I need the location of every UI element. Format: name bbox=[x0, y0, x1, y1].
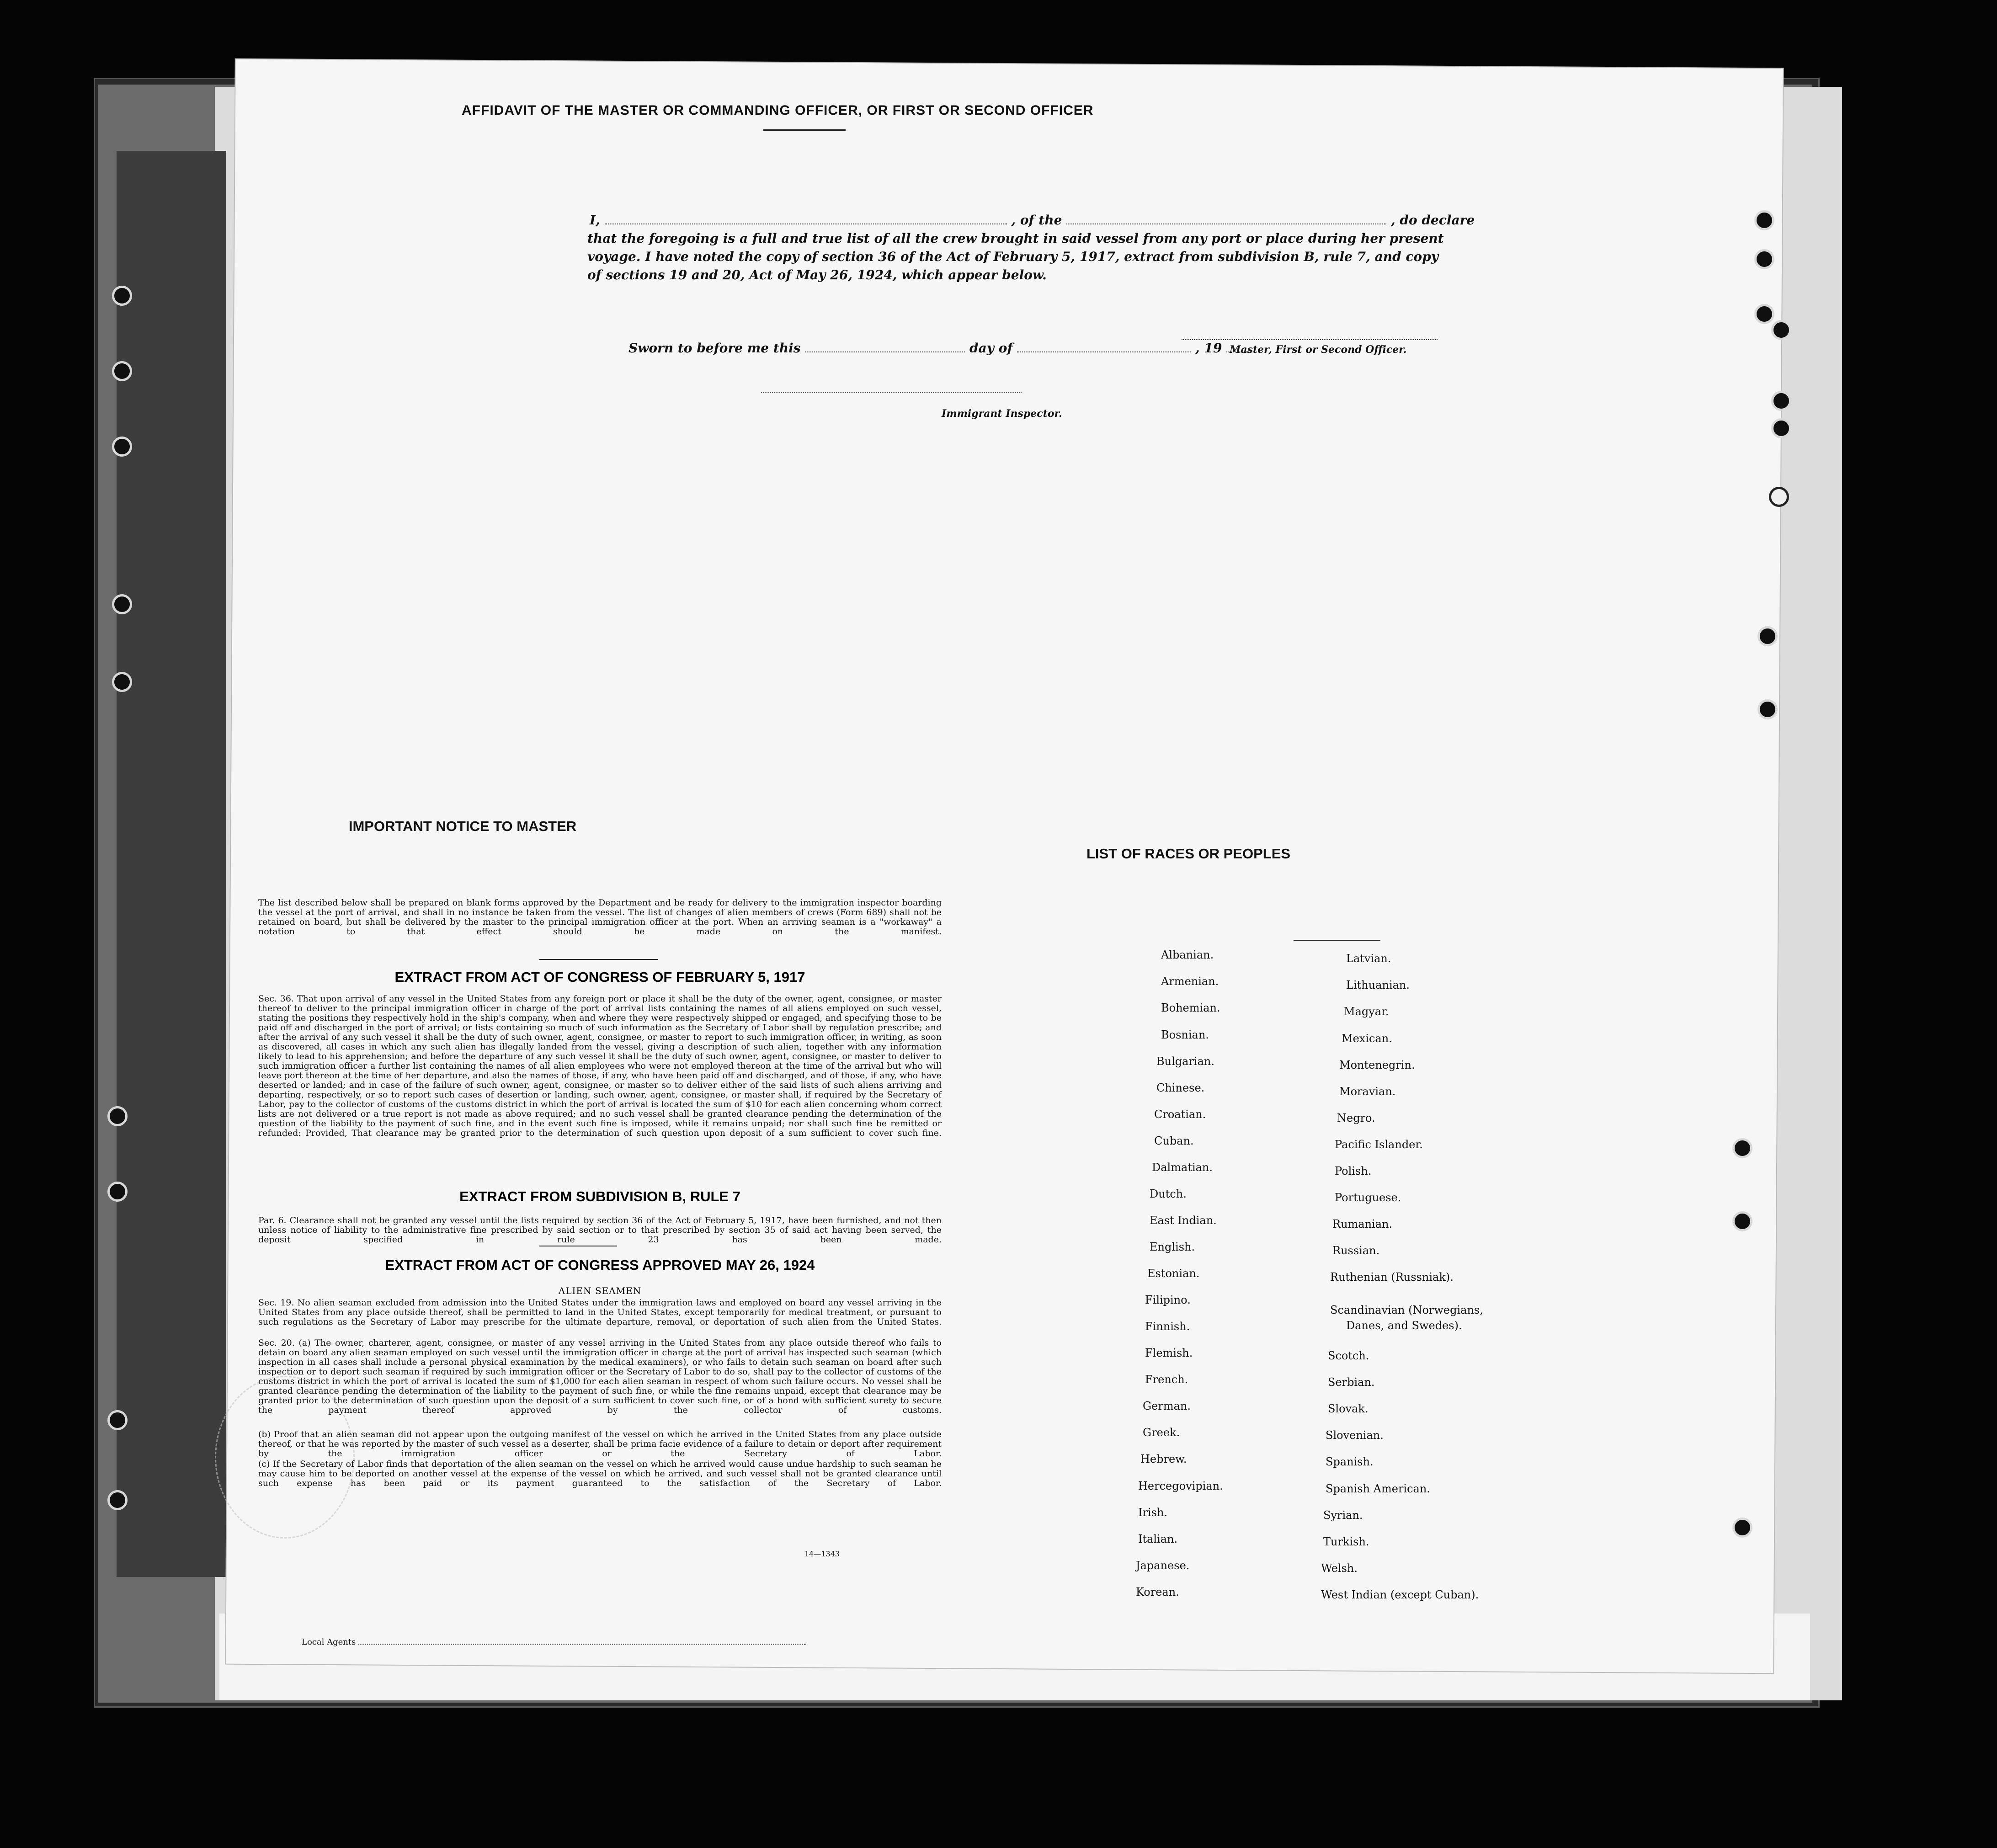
race-item: Bohemian. bbox=[1161, 1001, 1220, 1014]
master-signature-field[interactable] bbox=[1182, 338, 1438, 340]
punch-hole bbox=[107, 1106, 128, 1126]
race-item: Chinese. bbox=[1156, 1081, 1205, 1094]
race-item: Turkish. bbox=[1323, 1535, 1369, 1548]
affidavit-line-1 bbox=[590, 213, 1475, 228]
race-item: Welsh. bbox=[1321, 1562, 1358, 1575]
race-item: Pacific Islander. bbox=[1335, 1138, 1423, 1151]
race-item: Syrian. bbox=[1323, 1509, 1363, 1522]
race-item: Polish. bbox=[1335, 1165, 1372, 1177]
punch-hole bbox=[1771, 320, 1791, 340]
punch-hole bbox=[107, 1490, 128, 1510]
affidavit-do-declare-label: , do declare bbox=[1390, 213, 1475, 228]
race-item: Ruthenian (Russniak). bbox=[1330, 1271, 1454, 1283]
race-item: Italian. bbox=[1138, 1533, 1178, 1545]
master-signature-label: Master, First or Second Officer. bbox=[1230, 344, 1407, 356]
local-agents-label bbox=[302, 1637, 806, 1647]
race-item: Negro. bbox=[1337, 1112, 1375, 1124]
punch-hole bbox=[112, 672, 132, 692]
notice-text: The list described below shall be prepared on blank forms approved by the Department and be ready for delivery to the immigration inspector boarding the vessel at the port of arrival, and shall in no instance be taken from the vessel. The list of changes of alien members of crews (Form 689) shall not be retained on board, but shall be delivered by the master to the principal immigration officer at the port. When an arriving seaman is a "workaway" a notation to that effect should be made on the manifest. bbox=[258, 898, 942, 937]
race-item: Scandinavian (Norwegians, bbox=[1330, 1304, 1483, 1316]
vessel-name-field[interactable] bbox=[1066, 213, 1386, 224]
title-rule bbox=[763, 129, 846, 131]
race-item: Bulgarian. bbox=[1156, 1055, 1214, 1068]
sworn-day-of-label: day of bbox=[969, 341, 1013, 356]
punch-hole bbox=[107, 1410, 128, 1430]
sworn-year-label: , 19 bbox=[1195, 341, 1222, 356]
race-item: Magyar. bbox=[1344, 1005, 1389, 1018]
extract-1917-text: Sec. 36. That upon arrival of any vessel in the United States from any foreign port or place it shall be the duty of the owner, agent, consignee, or master thereof to deliver to the principal immigration officer in charge of the port of arrival lists containing the names of all aliens employed on such vessel, stating the positions they respectively hold in the ship's company, when and where they were respectively shipped or engaged, and specifying those to be paid off and discharged in the port of arrival; or lists containing so much of such information as the Secretary of Labor shall by regulation prescribe; and after the arrival of any such vessel it shall be the duty of such owner, agent, consignee, or master to report to such immigration officer, in writing, as soon as discovered, all cases in which any such alien has illegally landed from the vessel, giving a description of such alien, together with any information likely to lead to his apprehension; and before the departure of any such vessel it shall be the duty of such owner, agent, consignee, or master to deliver to such immigration officer a further list containing the names of all alien employees who were not employed thereon at the time of the arrival but who will leave port thereon at the time of her departure, and also the names of those, if any, who have been paid off and discharged, and of those, if any, who have deserted or landed; and in case of the failure of such owner, agent, consignee, or master so to deliver either of the said lists of such aliens arriving and departing, respectively, or so to report such cases of desertion or landing, such owner, agent, consignee, or master shall, if required by the Secretary of Labor, pay to the collector of customs of the customs district in which the port of arrival is located the sum of $10 for each alien concerning whom correct lists are not delivered or a true report is not made as above required; and no such vessel shall be granted clearance pending the determination of the question of the liability to the payment of such fine, and in the event such fine is imposed, while it remains unpaid; nor shall such fine be remitted or refunded: Provided, That clearance may be granted prior to the determination of such question upon deposit of a sum sufficient to cover such fine. bbox=[258, 994, 942, 1138]
punch-hole bbox=[112, 437, 132, 457]
punch-hole bbox=[112, 594, 132, 614]
local-agents-text: Local Agents bbox=[302, 1637, 356, 1647]
race-item: German. bbox=[1143, 1400, 1191, 1412]
punch-hole bbox=[1771, 418, 1791, 438]
sworn-day-field[interactable] bbox=[805, 341, 965, 352]
race-item: Rumanian. bbox=[1332, 1218, 1393, 1230]
race-item: East Indian. bbox=[1150, 1214, 1217, 1227]
race-item: West Indian (except Cuban). bbox=[1321, 1588, 1479, 1601]
affidavit-line-2: that the foregoing is a full and true list of all the crew brought in said vessel from any port or place during her present bbox=[587, 231, 1444, 246]
punch-hole bbox=[1732, 1138, 1752, 1158]
affidavit-line-4: of sections 19 and 20, Act of May 26, 1924, which appear below. bbox=[587, 267, 1047, 282]
race-item: Moravian. bbox=[1339, 1085, 1396, 1098]
punch-hole bbox=[107, 1182, 128, 1202]
sec20b-text: (b) Proof that an alien seaman did not appear upon the outgoing manifest of the vessel on which he arrived in the United States from any place outside thereof, or that he was reported by the master of such vessel as a deserter, shall be prima facie evidence of a failure to detain or deport after requirement by the immigration officer or the Secretary of Labor. bbox=[258, 1429, 942, 1459]
extract-1917-title: EXTRACT FROM ACT OF CONGRESS OF FEBRUARY 5, 1917 bbox=[394, 969, 805, 985]
inspector-label: Immigrant Inspector. bbox=[942, 408, 1062, 420]
punch-hole bbox=[1769, 487, 1789, 507]
affidavit-of-the-label: , of the bbox=[1011, 213, 1062, 228]
race-item: Spanish American. bbox=[1326, 1482, 1430, 1495]
extract-1924-title: EXTRACT FROM ACT OF CONGRESS APPROVED MAY 26, 1924 bbox=[385, 1257, 815, 1273]
officer-name-field[interactable] bbox=[605, 213, 1007, 224]
race-item: Croatian. bbox=[1154, 1108, 1206, 1121]
race-item: Albanian. bbox=[1161, 948, 1214, 961]
race-item: Hercegovipian. bbox=[1138, 1480, 1223, 1492]
notice-title: IMPORTANT NOTICE TO MASTER bbox=[348, 818, 577, 834]
race-item: Dalmatian. bbox=[1152, 1161, 1213, 1174]
punch-hole bbox=[1757, 699, 1778, 719]
punch-hole bbox=[112, 361, 132, 381]
race-item: Montenegrin. bbox=[1339, 1059, 1415, 1071]
punch-hole bbox=[1732, 1211, 1752, 1231]
race-item: Greek. bbox=[1143, 1426, 1180, 1439]
punch-hole bbox=[1757, 626, 1778, 646]
sworn-prefix: Sworn to before me this bbox=[628, 341, 801, 356]
inspector-signature-field[interactable] bbox=[761, 391, 1022, 393]
race-item: Japanese. bbox=[1136, 1559, 1190, 1572]
sec20a-text: Sec. 20. (a) The owner, charterer, agent, consignee, or master of any vessel arriving in the United States from any place outside thereof who fails to detain on board any alien seaman employed on such vessel until the immigration officer in charge at the port of arrival has inspected such seaman (which inspection in all cases shall include a personal physical examination by the medical examiners), or who fails to detain such seaman on board after such inspection or to deport such seaman if required by such immigration officer or the Secretary of Labor to do so, shall pay to the collector of customs of the customs district in which the port of arrival is located the sum of $1,000 for each alien seaman in respect of whom such failure occurs. No vessel shall be granted clearance pending the determination of the liability to the payment of such fine, or while the fine remains unpaid, except that clearance may be granted prior to the determination of such question upon the deposit of a sum sufficient to cover such fine, or of a bond with sufficient surety to secure the payment thereof approved by the collector of customs. bbox=[258, 1338, 942, 1415]
punch-hole bbox=[1754, 210, 1774, 230]
race-item: Cuban. bbox=[1154, 1134, 1194, 1147]
affidavit-i-label: I, bbox=[590, 213, 600, 228]
sheet-edge-shadow bbox=[117, 151, 226, 1577]
races-rule bbox=[1294, 940, 1380, 941]
punch-hole bbox=[1732, 1518, 1752, 1538]
races-title: LIST OF RACES OR PEOPLES bbox=[1086, 846, 1291, 862]
race-item: Estonian. bbox=[1147, 1267, 1200, 1280]
race-item: Russian. bbox=[1332, 1244, 1380, 1257]
punch-hole bbox=[1771, 391, 1791, 411]
form-number: 14—1343 bbox=[804, 1550, 840, 1558]
race-item: Serbian. bbox=[1328, 1376, 1375, 1389]
sec20c-text: (c) If the Secretary of Labor finds that deportation of the alien seaman on the vessel on which he arrived would cause undue hardship to such seaman he may cause him to be deported on another vessel at the expense of the vessel on which he arrived, and such vessel shall not be granted clearance until such expense has been paid or its payment guaranteed to the satisfaction of the Secretary of Labor. bbox=[258, 1459, 942, 1488]
local-agents-field[interactable] bbox=[358, 1637, 806, 1645]
affidavit-line-3: voyage. I have noted the copy of section 36 of the Act of February 5, 1917, extract from subdivision B, rule 7, and copy bbox=[587, 249, 1439, 264]
race-item: Scotch. bbox=[1328, 1349, 1369, 1362]
sworn-line bbox=[628, 341, 1254, 356]
race-item: Flemish. bbox=[1145, 1347, 1193, 1359]
punch-hole bbox=[112, 286, 132, 306]
race-item: Dutch. bbox=[1150, 1188, 1187, 1200]
race-item: Bosnian. bbox=[1161, 1028, 1209, 1041]
race-item: Finnish. bbox=[1145, 1320, 1190, 1333]
punch-hole bbox=[1754, 304, 1774, 324]
race-item: Latvian. bbox=[1346, 952, 1391, 965]
sec19-text: Sec. 19. No alien seaman excluded from admission into the United States under the immigration laws and employed on board any vessel arriving in the United States from any place outside thereof, shall be permitted to land in the United States, except temporarily for medical treatment, or pursuant to such regulations as the Secretary of Labor may prescribe for the ultimate departure, removal, or deportation of such alien from the United States. bbox=[258, 1298, 942, 1327]
race-item: Slovenian. bbox=[1326, 1429, 1384, 1442]
race-item: Slovak. bbox=[1328, 1402, 1369, 1415]
punch-hole bbox=[1754, 249, 1774, 269]
section-rule bbox=[539, 959, 658, 960]
race-item: French. bbox=[1145, 1373, 1188, 1386]
sworn-year-field[interactable] bbox=[1226, 341, 1254, 352]
race-item: Lithuanian. bbox=[1346, 979, 1410, 991]
sworn-month-field[interactable] bbox=[1017, 341, 1191, 352]
affidavit-title: AFFIDAVIT OF THE MASTER OR COMMANDING OFFICER, OR FIRST OR SECOND OFFICER bbox=[462, 103, 1094, 118]
race-item: Filipino. bbox=[1145, 1294, 1191, 1306]
race-item: Mexican. bbox=[1342, 1032, 1392, 1045]
race-item: English. bbox=[1150, 1241, 1195, 1253]
race-item: Hebrew. bbox=[1140, 1453, 1187, 1465]
race-item: Korean. bbox=[1136, 1586, 1179, 1598]
extract-rule7-title: EXTRACT FROM SUBDIVISION B, RULE 7 bbox=[459, 1188, 740, 1204]
race-item: Spanish. bbox=[1326, 1455, 1374, 1468]
race-item: Armenian. bbox=[1161, 975, 1219, 988]
alien-seamen-subtitle: ALIEN SEAMEN bbox=[558, 1285, 642, 1296]
extract-rule7-text: Par. 6. Clearance shall not be granted any vessel until the lists required by section 36 of the Act of February 5, 1917, have been furnished, and not then unless notice of liability to the administrative fine prescribed by said section or to that prescribed by section 35 of said act having been served, the deposit specified in rule 23 has been made. bbox=[258, 1215, 942, 1245]
race-item: Irish. bbox=[1138, 1506, 1168, 1519]
race-item: Portuguese. bbox=[1335, 1191, 1401, 1204]
race-item: Danes, and Swedes). bbox=[1346, 1319, 1462, 1332]
